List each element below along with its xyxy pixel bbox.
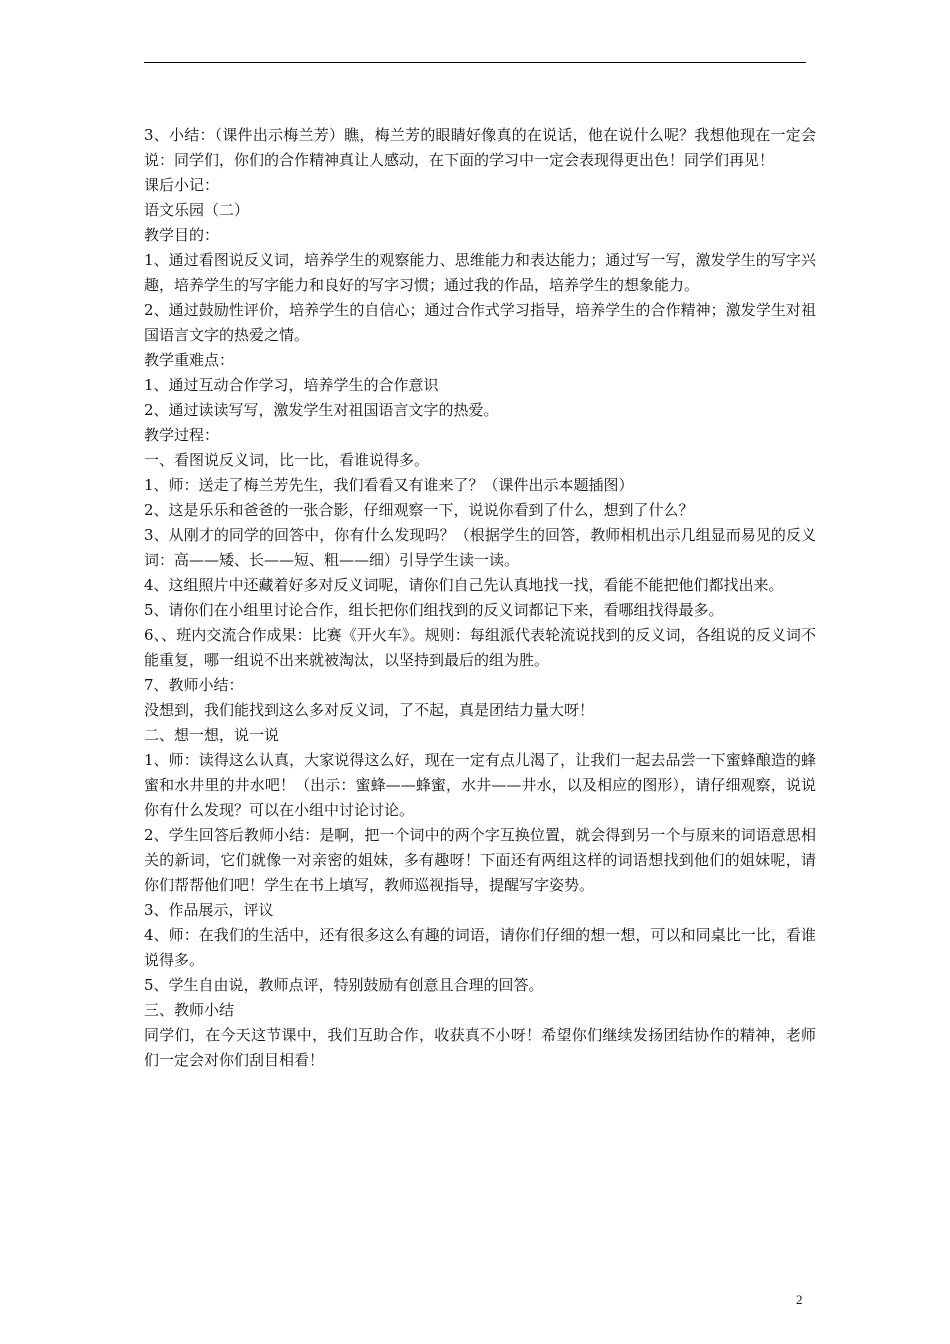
paragraph-key-point-1: 1、通过互动合作学习，培养学生的合作意识 (144, 376, 439, 394)
paragraph-step-2-3: 3、作品展示，评议 (144, 901, 274, 919)
paragraph-step-1-5: 5、请你们在小组里讨论合作，组长把你们组找到的反义词都记下来，看哪组找得最多。 (144, 601, 724, 619)
page-number: 2 (796, 1292, 803, 1307)
heading-part-2: 二、想一想，说一说 (144, 726, 280, 744)
header-rule (144, 62, 806, 63)
heading-teaching-goals: 教学目的： (144, 226, 220, 244)
section-title: 语文乐园（二） (144, 201, 250, 219)
heading-key-points: 教学重难点： (144, 351, 235, 369)
paragraph-step-1-7-text: 没想到，我们能找到这么多对反义词，了不起，真是团结力量大呀！ (144, 701, 595, 719)
heading-part-3: 三、教师小结 (144, 1001, 235, 1019)
document-body (144, 123, 816, 1073)
paragraph-goal-1: 1、通过看图说反义词，培养学生的观察能力、思维能力和表达能力；通过写一写，激发学生的写字兴趣，培养学生的写字能力和良好的写字习惯；通过我的作品，培养学生的想象能力。 (144, 251, 816, 294)
paragraph-step-2-5: 5、学生自由说，教师点评，特别鼓励有创意且合理的回答。 (144, 976, 544, 994)
paragraph-summary: 3、小结：（课件出示梅兰芳）瞧，梅兰芳的眼睛好像真的在说话，他在说什么呢？我想他现在一定会说：同学们，你们的合作精神真让人感动，在下面的学习中一定会表现得更出色！同学们再见！ (144, 126, 816, 169)
paragraph-closing: 同学们，在今天这节课中，我们互助合作，收获真不小呀！希望你们继续发扬团结协作的精神，老师们一定会对你们刮目相看！ (144, 1026, 816, 1069)
paragraph-goal-2: 2、通过鼓励性评价，培养学生的自信心；通过合作式学习指导，培养学生的合作精神；激发学生对祖国语言文字的热爱之情。 (144, 301, 816, 344)
paragraph-step-1-6: 6、、班内交流合作成果：比赛《开火车》。规则：每组派代表轮流说找到的反义词，各组说的反义词不能重复，哪一组说不出来就被淘汰，以坚持到最后的组为胜。 (144, 626, 816, 669)
heading-teaching-process: 教学过程： (144, 426, 220, 444)
paragraph-key-point-2: 2、通过读读写写，激发学生对祖国语言文字的热爱。 (144, 401, 499, 419)
heading-part-1: 一、看图说反义词，比一比，看谁说得多。 (144, 451, 430, 469)
paragraph-step-1-2: 2、这是乐乐和爸爸的一张合影，仔细观察一下，说说你看到了什么，想到了什么？ (144, 501, 694, 519)
paragraph-step-1-3: 3、从刚才的同学的回答中，你有什么发现吗？（根据学生的回答，教师相机出示几组显而易见的反义词：高——矮、长——短、粗——细）引导学生读一读。 (144, 526, 816, 569)
paragraph-step-1-7: 7、教师小结： (144, 676, 244, 694)
paragraph-after-class-notes: 课后小记： (144, 176, 220, 194)
paragraph-step-2-1: 1、师：读得这么认真，大家说得这么好，现在一定有点儿渴了，让我们一起去品尝一下蜜蜂酿造的蜂蜜和水井里的井水吧！（出示：蜜蜂——蜂蜜，水井——井水，以及相应的图形），请仔细观察，说说你有什么发现？可以在小组中讨论讨论。 (144, 751, 816, 819)
paragraph-step-1-1: 1、师：送走了梅兰芳先生，我们看看又有谁来了？（课件出示本题插图） (144, 476, 634, 494)
paragraph-step-1-4: 4、这组照片中还藏着好多对反义词呢，请你们自己先认真地找一找，看能不能把他们都找出来。 (144, 576, 784, 594)
paragraph-step-2-2: 2、学生回答后教师小结：是啊，把一个词中的两个字互换位置，就会得到另一个与原来的词语意思相关的新词，它们就像一对亲密的姐妹，多有趣呀！下面还有两组这样的词语想找到他们的姐妹呢，请你们帮帮他们吧！学生在书上填写，教师巡视指导，提醒写字姿势。 (144, 826, 816, 894)
paragraph-step-2-4: 4、师：在我们的生活中，还有很多这么有趣的词语，请你们仔细的想一想，可以和同桌比一比，看谁说得多。 (144, 926, 816, 969)
